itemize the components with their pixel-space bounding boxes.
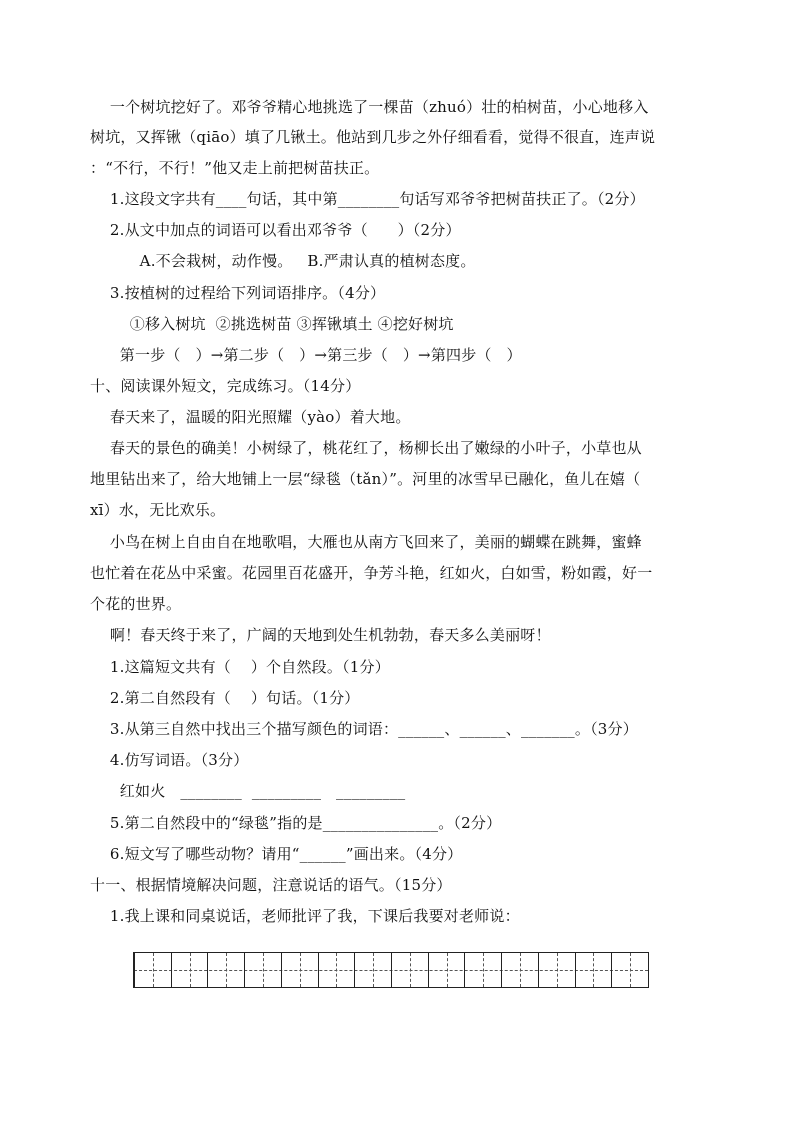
question-3: 3.按植树的过程给下列词语排序。（4分） [90,284,386,302]
grid-cell[interactable] [244,953,281,987]
exercise-6: 6.短文写了哪些动物？请用“______”画出来。（4分） [90,845,463,863]
question-3-steps: 第一步（ ）→第二步（ ）→第三步（ ）→第四步（ ） [90,346,522,364]
reading-para2-line2: 地里钻出来了，给大地铺上一层“绿毯（tǎn）”。河里的冰雪早已融化，鱼儿在嬉（ [90,470,641,488]
exercise-3: 3.从第三自然中找出三个描写颜色的词语：______、______、_______。（3分） [90,720,638,738]
situation-1: 1.我上课和同桌说话，老师批评了我，下课后我要对老师说： [90,907,520,925]
grid-cell-guide [300,953,301,987]
grid-cell-guide [520,953,521,987]
section-10-heading: 十、阅读课外短文，完成练习。（14分） [90,377,361,395]
reading-para3-line2: 也忙着在花丛中采蜜。花园里百花盛开，争芳斗艳，红如火，白如雪，粉如霞，好一 [90,564,653,582]
section-11-heading: 十一、根据情境解决问题，注意说话的语气。（15分） [90,876,452,894]
grid-cell-guide [190,953,191,987]
question-1: 1.这段文字共有____句话，其中第________句话写邓爷爷把树苗扶正了。（2分） [90,190,645,208]
grid-cell[interactable] [171,953,208,987]
grid-cell-guide [153,953,154,987]
grid-cell[interactable] [281,953,318,987]
grid-cell[interactable] [354,953,391,987]
question-3-items: ①移入树坑 ②挑选树苗 ③挥锹填土 ④挖好树坑 [90,315,454,333]
grid-cell-guide [630,953,631,987]
grid-cell-guide [336,953,337,987]
writing-grid[interactable] [133,952,649,988]
grid-cell-guide [593,953,594,987]
reading-para2-line3: xī）水，无比欢乐。 [90,501,226,519]
grid-cell-guide [373,953,374,987]
passage1-line2: 树坑，又挥锹（qiāo）填了几锹土。他站到几步之外仔细看看，觉得不很直，连声说 [90,128,656,146]
reading-para3-line1: 小鸟在树上自由自在地歌唱，大雁也从南方飞回来了，美丽的蝴蝶在跳舞，蜜蜂 [90,533,642,551]
grid-cell[interactable] [318,953,355,987]
grid-cell[interactable] [611,953,648,987]
reading-para1: 春天来了，温暖的阳光照耀（yào）着大地。 [90,408,411,426]
grid-cell-guide [226,953,227,987]
grid-cell[interactable] [207,953,244,987]
grid-cell-guide [263,953,264,987]
grid-cell[interactable] [538,953,575,987]
exercise-4-example: 红如火 ________ _________ _________ [90,782,406,800]
grid-cell[interactable] [391,953,428,987]
grid-cell[interactable] [428,953,465,987]
reading-para2-line1: 春天的景色的确美！小树绿了，桃花红了，杨柳长出了嫩绿的小叶子，小草也从 [90,439,642,457]
passage1-line3: ：“不行，不行！”他又走上前把树苗扶正。 [90,159,380,177]
passage1-line1: 一个树坑挖好了。邓爷爷精心地挑选了一棵苗（zhuó）壮的柏树苗，小心地移入 [90,98,649,116]
grid-cell[interactable] [501,953,538,987]
grid-cell[interactable] [134,953,171,987]
exercise-1: 1.这篇短文共有（ ）个自然段。（1分） [90,658,390,676]
grid-cell-guide [483,953,484,987]
reading-para4: 啊！春天终于来了，广阔的天地到处生机勃勃，春天多么美丽呀！ [90,626,551,644]
question-2-options: A.不会栽树，动作慢。 B.严肃认真的植树态度。 [90,252,476,270]
reading-para3-line3: 个花的世界。 [90,595,182,613]
grid-cell-guide [410,953,411,987]
grid-cell[interactable] [464,953,501,987]
grid-cell-guide [447,953,448,987]
grid-cell-guide [557,953,558,987]
exercise-2: 2.第二自然段有（ ）句话。（1分） [90,689,360,707]
exercise-4: 4.仿写词语。（3分） [90,751,249,769]
question-2: 2.从文中加点的词语可以看出邓爷爷（ ）（2分） [90,221,461,239]
exercise-5: 5.第二自然段中的“绿毯”指的是_______________。（2分） [90,814,502,832]
grid-cell[interactable] [575,953,612,987]
